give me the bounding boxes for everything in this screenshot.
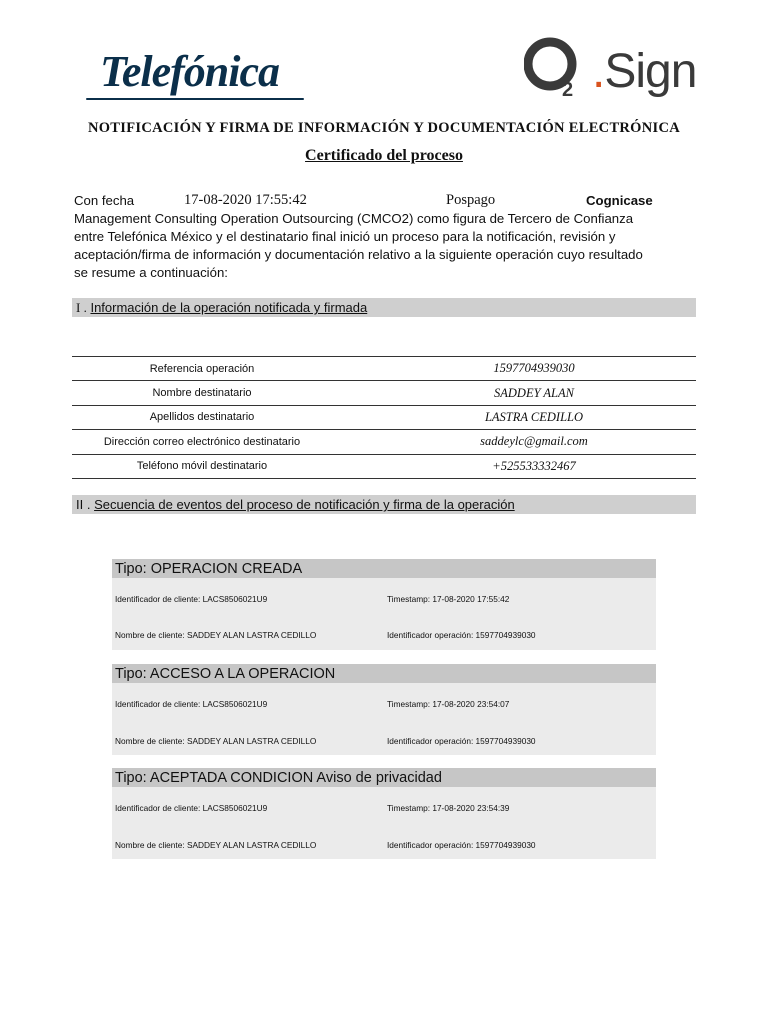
row-value: saddeylc@gmail.com: [480, 434, 588, 449]
table-row: [72, 405, 696, 429]
event-timestamp: Timestamp: 17-08-2020 17:55:42: [387, 594, 510, 604]
event-block: [112, 559, 656, 650]
o2-logo-icon: [524, 36, 594, 102]
event-block: [112, 664, 656, 755]
table-row: [72, 381, 696, 405]
process-date: 17-08-2020 17:55:42: [184, 192, 307, 208]
row-key: Nombre destinatario: [152, 387, 252, 400]
event-details: [112, 683, 656, 755]
event-type: Tipo: ACCESO A LA OPERACION: [112, 664, 656, 683]
event-operation-id: Identificador operación: 1597704939030: [387, 736, 536, 746]
table-row: [72, 430, 696, 454]
certificate-title: Certificado del proceso: [305, 147, 463, 164]
row-value: 1597704939030: [493, 361, 575, 376]
event-details: [112, 578, 656, 650]
o2-sign-logo: [524, 34, 704, 104]
con-fecha-label: Con fecha: [74, 193, 135, 208]
row-value: +525533332467: [492, 458, 576, 473]
svg-text:2: 2: [562, 79, 574, 101]
event-client-name: Nombre de cliente: SADDEY ALAN LASTRA CEDILLO: [115, 630, 317, 640]
intro-paragraph: [74, 192, 696, 282]
cognicase-label: Cognicase: [586, 193, 653, 208]
event-client-id: Identificador de cliente: LACS8506021U9: [115, 699, 268, 709]
section-2-header: [72, 495, 696, 514]
event-type: Tipo: ACEPTADA CONDICION Aviso de privacidad: [112, 768, 656, 787]
telefonica-logo: [86, 44, 306, 104]
row-key: Referencia operación: [149, 362, 255, 375]
event-client-name: Nombre de cliente: SADDEY ALAN LASTRA CEDILLO: [115, 840, 317, 850]
row-key: Apellidos destinatario: [149, 411, 255, 424]
telefonica-logo-text: Telefónica: [100, 47, 279, 96]
section-1-header: [72, 298, 696, 317]
row-key: Teléfono móvil destinatario: [136, 460, 268, 473]
row-value: LASTRA CEDILLO: [484, 409, 584, 424]
event-timestamp: Timestamp: 17-08-2020 23:54:07: [387, 699, 510, 709]
operation-info-table: [72, 356, 696, 479]
row-value: SADDEY ALAN: [494, 385, 574, 400]
intro-line: aceptación/firma de información y documentación relativo a la siguiente operación cuyo resultado: [74, 247, 643, 262]
event-block: [112, 768, 656, 859]
section-2-number: II .: [76, 497, 91, 512]
event-client-id: Identificador de cliente: LACS8506021U9: [115, 803, 268, 813]
event-details: [112, 787, 656, 859]
document-title: NOTIFICACIÓN Y FIRMA DE INFORMACIÓN Y DOCUMENTACIÓN ELECTRÓNICA: [87, 120, 681, 136]
event-client-name: Nombre de cliente: SADDEY ALAN LASTRA CEDILLO: [115, 736, 317, 746]
table-row: [72, 357, 696, 381]
section-2-label: Secuencia de eventos del proceso de notificación y firma de la operación: [94, 497, 515, 512]
intro-first-line: [74, 192, 696, 210]
intro-line: Management Consulting Operation Outsourcing (CMCO2) como figura de Tercero de Confianza: [74, 211, 634, 226]
event-operation-id: Identificador operación: 1597704939030: [387, 630, 536, 640]
event-operation-id: Identificador operación: 1597704939030: [387, 840, 536, 850]
event-client-id: Identificador de cliente: LACS8506021U9: [115, 594, 268, 604]
row-key: Dirección correo electrónico destinatario: [103, 435, 301, 448]
section-1-label: Información de la operación notificada y firmada: [90, 300, 368, 315]
section-1-number: I .: [76, 300, 87, 315]
o2-sign-text: .Sign: [592, 45, 697, 98]
event-timestamp: Timestamp: 17-08-2020 23:54:39: [387, 803, 510, 813]
telefonica-logo-underline: [86, 98, 304, 100]
event-type: Tipo: OPERACION CREADA: [112, 559, 656, 578]
pospago-label: Pospago: [446, 192, 496, 208]
intro-line: se resume a continuación:: [74, 265, 228, 280]
table-row: [72, 454, 696, 478]
intro-line: entre Telefónica México y el destinatario final inició un proceso para la notificación, revisión y: [74, 229, 616, 244]
